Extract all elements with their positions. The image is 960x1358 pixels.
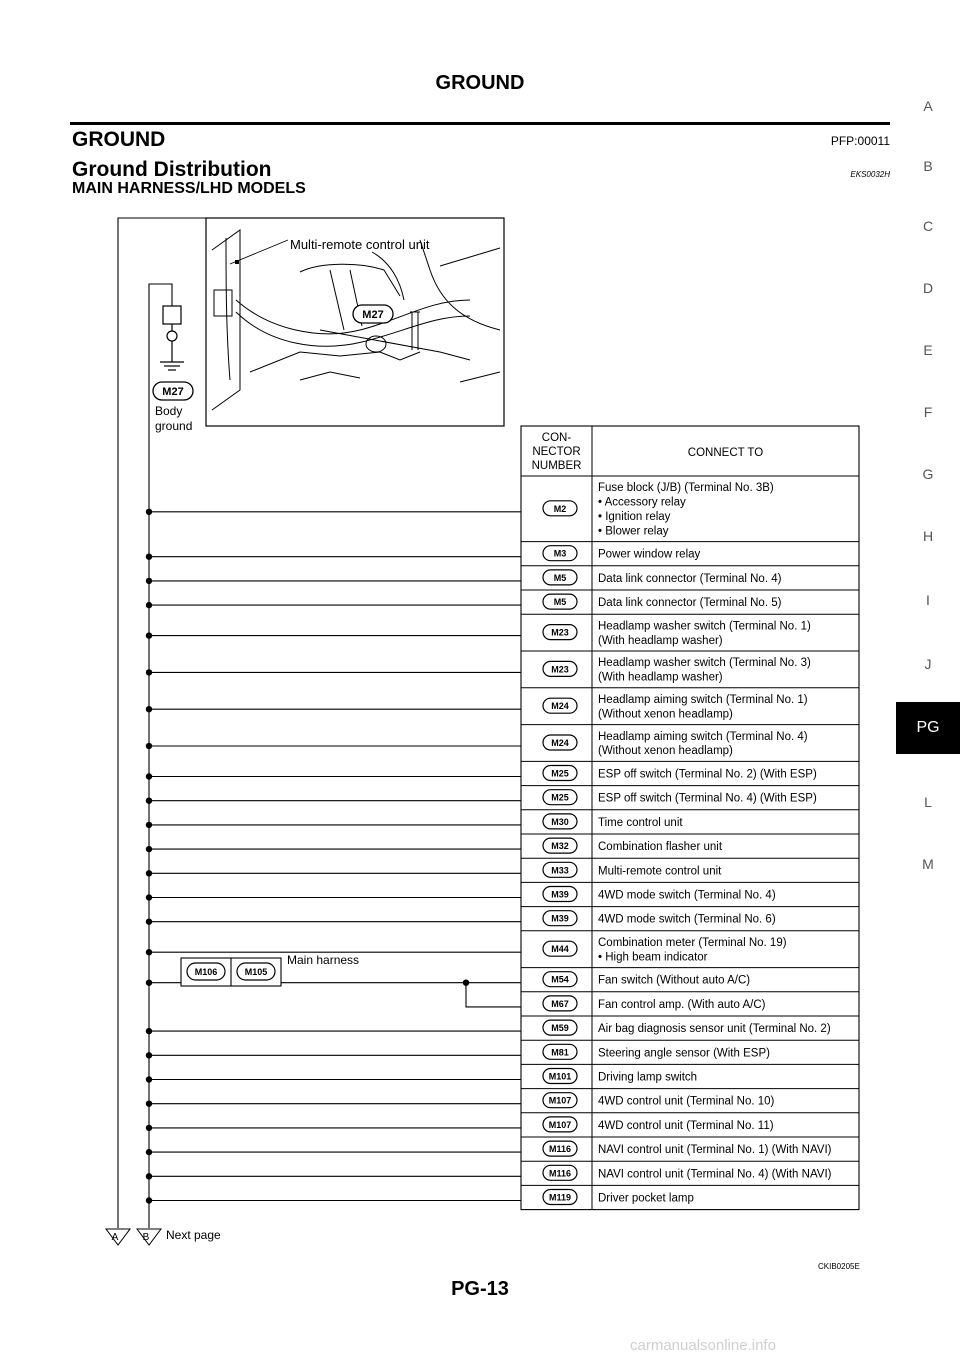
junction-dot: [146, 1125, 152, 1131]
side-index-pg: PG: [896, 702, 960, 754]
side-index-c: C: [922, 218, 934, 234]
connect-to-text: NAVI control unit (Terminal No. 1) (With NAVI): [598, 1144, 832, 1157]
connector-number: M2: [553, 503, 567, 514]
figure-code: CKIB0205E: [818, 1262, 860, 1271]
connect-to-text: Air bag diagnosis sensor unit (Terminal No. 2): [598, 1023, 831, 1036]
junction-dot: [146, 1076, 152, 1082]
connector-number: M25: [551, 792, 569, 803]
connect-to-text: • Ignition relay: [598, 511, 671, 523]
junction-dot: [146, 578, 152, 584]
connector-number: M32: [551, 841, 569, 852]
connector-number: M59: [551, 1023, 569, 1034]
off-page-marker-b: B: [142, 1232, 150, 1243]
connector-number: M5: [553, 572, 567, 583]
off-page-marker-a: A: [111, 1232, 119, 1243]
junction-dot: [146, 870, 152, 876]
connector-number: M39: [551, 913, 569, 924]
ground-symbol: [153, 306, 193, 433]
side-index-i: I: [926, 592, 930, 608]
ground-label-line2: ground: [155, 419, 193, 433]
connect-to-text: • Accessory relay: [598, 496, 686, 509]
connector-number: M39: [551, 889, 569, 900]
subsection-code: EKS0032H: [850, 170, 890, 179]
junction-dot: [146, 919, 152, 925]
side-index-d: D: [922, 280, 934, 296]
connector-number: M24: [551, 738, 569, 748]
connector-number: M101: [548, 1071, 572, 1082]
table-header-connect-to: CONNECT TO: [687, 447, 764, 459]
connect-to-text: ESP off switch (Terminal No. 2) (With ESP): [598, 768, 817, 781]
connect-to-text: Combination meter (Terminal No. 19): [598, 937, 787, 949]
connector-number: M116: [548, 1168, 572, 1179]
connector-number: M54: [551, 974, 569, 985]
side-index-j: J: [924, 656, 932, 672]
connector-number: M33: [551, 865, 569, 876]
junction-dot: [146, 798, 152, 804]
table-header-connector-line: CON-: [541, 432, 572, 444]
connect-to-text: Headlamp aiming switch (Terminal No. 1): [598, 694, 808, 706]
connector-number: M44: [551, 944, 569, 955]
connector-number: M107: [548, 1119, 572, 1130]
watermark: carmanualsonline.info: [630, 1337, 776, 1354]
connector-number: M24: [551, 701, 569, 712]
section-code: PFP:00011: [830, 134, 890, 148]
junction-dot: [146, 602, 152, 608]
table-header-connector-line: NUMBER: [531, 460, 582, 472]
connect-to-text: • Blower relay: [598, 525, 669, 538]
page-number: PG-13: [451, 1278, 509, 1300]
junction-dot: [146, 554, 152, 560]
next-page-label: Next page: [166, 1228, 221, 1242]
connect-to-text: Headlamp washer switch (Terminal No. 3): [598, 657, 811, 670]
connect-to-text: Driving lamp switch: [598, 1071, 698, 1084]
junction-dot: [146, 706, 152, 712]
junction-dot: [146, 980, 152, 986]
connector-table: [521, 426, 859, 1210]
ground-wires: [146, 509, 521, 1204]
subsection-title: Ground Distribution: [72, 158, 272, 181]
connect-to-text: 4WD control unit (Terminal No. 10): [598, 1095, 775, 1108]
side-index-g: G: [922, 466, 934, 482]
illustration-connector-label: M27: [362, 309, 384, 321]
connector-number: M3: [553, 548, 567, 559]
junction-dot: [146, 822, 152, 828]
junction-dot: [146, 773, 152, 779]
connect-to-text: 4WD control unit (Terminal No. 11): [598, 1119, 774, 1132]
connector-number: M23: [551, 627, 569, 638]
harness-connector-m105: M105: [244, 967, 268, 977]
junction-dot: [146, 949, 152, 955]
connector-number: M81: [551, 1047, 569, 1058]
junction-dot: [146, 669, 152, 675]
connect-to-text: ESP off switch (Terminal No. 4) (With ESP): [598, 792, 817, 805]
connector-number: M30: [551, 816, 569, 827]
connector-number: M67: [551, 998, 569, 1009]
connect-to-text: Time control unit: [598, 816, 683, 829]
ground-wire: [466, 983, 521, 1007]
connect-to-text: 4WD mode switch (Terminal No. 6): [598, 913, 776, 926]
connect-to-text: (Without xenon headlamp): [598, 745, 733, 758]
junction-dot: [146, 1197, 152, 1203]
side-index-h: H: [922, 528, 934, 544]
side-index-e: E: [923, 342, 933, 358]
connect-to-text: (With headlamp washer): [598, 671, 723, 684]
connect-to-text: Fan switch (Without auto A/C): [598, 974, 751, 987]
junction-dot: [146, 509, 152, 515]
harness-connector-m106: M106: [194, 967, 218, 977]
junction-dot: [146, 632, 152, 638]
subsection2-title: MAIN HARNESS/LHD MODELS: [72, 180, 306, 197]
connect-to-text: Power window relay: [598, 548, 701, 561]
junction-dot: [146, 1028, 152, 1034]
connect-to-text: • High beam indicator: [598, 951, 708, 964]
connector-number: M25: [551, 768, 569, 779]
junction-dot: [146, 1149, 152, 1155]
connect-to-text: Fan control amp. (With auto A/C): [598, 998, 766, 1011]
connect-to-text: (With headlamp washer): [598, 634, 723, 647]
illustration-callout: Multi-remote control unit: [290, 237, 430, 252]
side-index-m: M: [922, 856, 934, 872]
side-index-f: F: [923, 404, 933, 420]
connect-to-text: Headlamp washer switch (Terminal No. 1): [598, 620, 811, 633]
side-index-a: A: [923, 98, 933, 114]
connector-number: M23: [551, 664, 569, 675]
connect-to-text: Headlamp aiming switch (Terminal No. 4): [598, 730, 808, 743]
ground-label-line1: Body: [155, 404, 183, 418]
junction-dot: [146, 1101, 152, 1107]
connect-to-text: Steering angle sensor (With ESP): [598, 1047, 770, 1060]
connect-to-text: Multi-remote control unit: [598, 865, 722, 878]
multi-remote-control-unit-illustration: [206, 218, 504, 426]
junction-dot: [146, 846, 152, 852]
ground-connector-label: M27: [162, 386, 184, 398]
main-harness-label: Main harness: [287, 953, 360, 967]
connect-to-text: Combination flasher unit: [598, 841, 723, 854]
connect-to-text: 4WD mode switch (Terminal No. 4): [598, 889, 776, 902]
connector-number: M119: [548, 1192, 572, 1203]
junction-dot: [146, 1173, 152, 1179]
table-header-connector-line: NECTOR: [532, 446, 581, 458]
junction-dot: [146, 1052, 152, 1058]
connector-number: M116: [548, 1144, 572, 1155]
connect-to-text: Driver pocket lamp: [598, 1192, 694, 1205]
connect-to-text: Data link connector (Terminal No. 5): [598, 597, 782, 610]
side-index-l: L: [924, 794, 932, 810]
connector-number: M5: [553, 597, 567, 608]
side-index-b: B: [923, 158, 933, 174]
connect-to-text: NAVI control unit (Terminal No. 4) (With NAVI): [598, 1168, 832, 1181]
running-header: GROUND: [435, 72, 525, 94]
junction-dot: [146, 894, 152, 900]
connect-to-text: Data link connector (Terminal No. 4): [598, 572, 782, 585]
connect-to-text: Fuse block (J/B) (Terminal No. 3B): [598, 482, 774, 495]
connector-number: M107: [548, 1095, 572, 1106]
junction-dot: [146, 743, 152, 749]
off-page-connector: [106, 1228, 221, 1245]
section-title: GROUND: [72, 128, 166, 151]
connect-to-text: (Without xenon headlamp): [598, 708, 733, 721]
main-harness: [181, 953, 359, 986]
wiring-trunk: [118, 218, 206, 1228]
